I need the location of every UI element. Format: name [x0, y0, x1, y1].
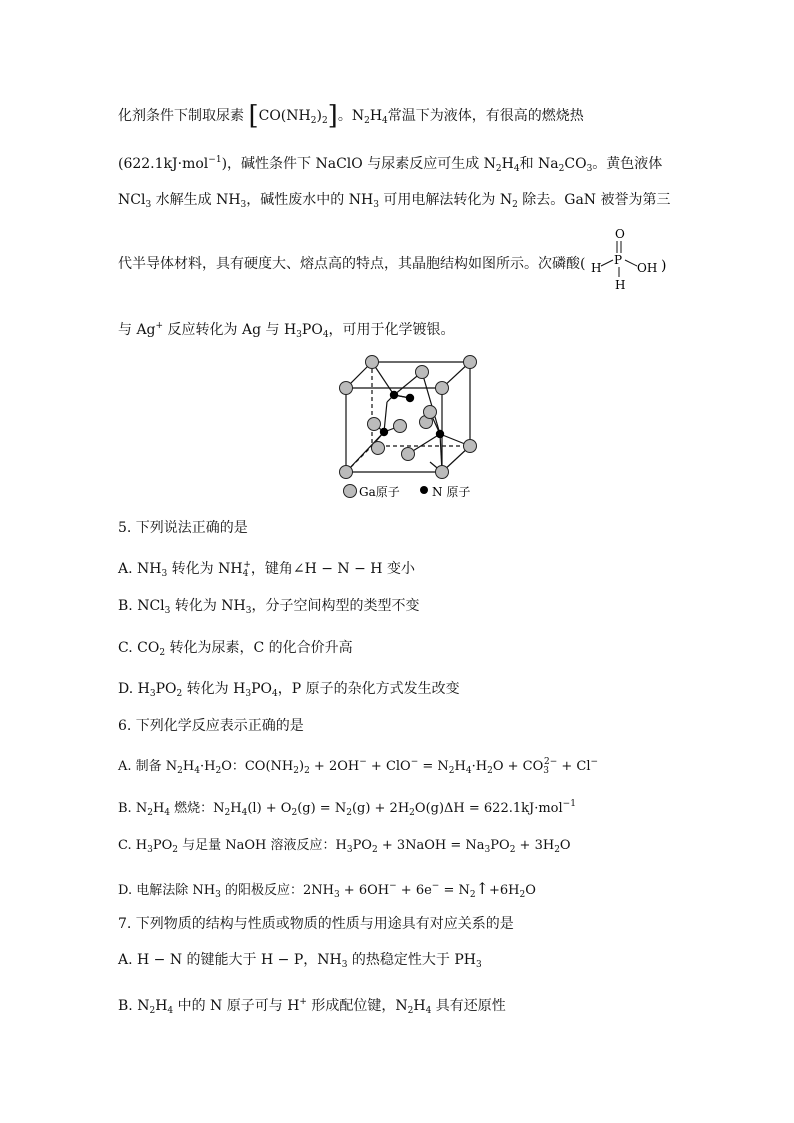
subscript: 3: [296, 330, 302, 340]
subscript: 2: [215, 766, 222, 776]
subscript: 2: [495, 164, 502, 174]
superscript: −1: [208, 155, 222, 165]
text: 代半导体材料，具有硬度大、熔点高的特点，其晶胞结构如图所示。次磷酸(: [118, 256, 586, 272]
subscript: 2: [291, 808, 298, 818]
ga-atom: [464, 440, 477, 453]
text: O: [559, 838, 571, 853]
text: 中的 N 原子可与 H: [173, 998, 300, 1014]
text: PO: [152, 838, 173, 853]
text: PO: [301, 322, 323, 338]
text: + ClO: [366, 759, 411, 774]
subscript: 4: [241, 808, 248, 818]
text: C. CO: [118, 640, 160, 656]
subscript: 3: [145, 200, 152, 210]
subscript: 3: [147, 845, 153, 855]
atom-h-left: H: [591, 261, 602, 275]
text: 的阳极反应：2NH: [220, 883, 334, 898]
subscript: 3: [333, 890, 340, 900]
text: B. NCl: [118, 598, 165, 614]
ga-atom: [394, 420, 407, 433]
intro-line-2: [118, 150, 662, 179]
text: H: [230, 801, 242, 816]
q6-option-d[interactable]: [118, 876, 536, 905]
q7-option-b[interactable]: [118, 992, 506, 1021]
subscript: 4: [322, 330, 329, 340]
text: 除去。GaN 被誉为第三: [517, 192, 671, 208]
ga-atom: [436, 382, 449, 395]
text: + 6e: [396, 883, 432, 898]
q6-option-b[interactable]: [118, 794, 576, 823]
ga-atom: [424, 406, 437, 419]
text: H: [182, 759, 195, 774]
text: + 6OH: [339, 883, 390, 898]
subscript: 3: [164, 606, 171, 616]
text: PO: [490, 838, 510, 853]
text: PO: [251, 681, 272, 697]
subscript: 3: [543, 766, 549, 776]
subscript: 3: [245, 689, 252, 699]
subscript: 3: [240, 200, 247, 210]
text: ·H: [471, 759, 488, 774]
subscript: 2: [177, 766, 183, 776]
superscript: −: [359, 757, 367, 767]
n-atom: [436, 430, 444, 438]
text: +6H: [489, 883, 520, 898]
intro-line-3: [118, 190, 671, 215]
subscript: 2: [159, 648, 166, 658]
paren-close: ): [661, 258, 667, 274]
subscript: 3: [346, 845, 353, 855]
text: + 3H: [515, 838, 555, 853]
text: ，可用于化学镀银。: [328, 322, 455, 338]
subscript: 2: [371, 845, 378, 855]
text: A. NH: [118, 561, 162, 577]
h3po2-structure: [585, 222, 675, 294]
atom-oh: OH: [637, 261, 658, 275]
legend-n-label: N 原子: [432, 485, 471, 499]
q6-option-c[interactable]: [118, 836, 571, 860]
text: 常温下为液体，有很高的燃烧热: [387, 108, 584, 124]
text: + 2OH: [309, 759, 360, 774]
subscript: 4: [194, 766, 200, 776]
subscript: 2: [512, 200, 518, 210]
text: A. 制备 N: [118, 759, 178, 774]
subscript: 2: [346, 808, 352, 818]
text: 转化为 NH: [170, 598, 246, 614]
formula: ): [316, 108, 322, 124]
text: 与足量 NaOH 溶液反应：H: [177, 838, 347, 853]
subscript: 2: [407, 1006, 414, 1016]
subscript: 2: [293, 766, 299, 776]
text: A. H − N 的键能大于 H − P，NH: [118, 952, 342, 968]
subscript: 2: [409, 808, 415, 818]
text: PO: [352, 838, 372, 853]
text: 水解生成 NH: [151, 192, 241, 208]
intro-line-5: [118, 316, 455, 345]
text: (g) = N: [297, 801, 347, 816]
text: 燃烧：N: [170, 801, 225, 816]
text: ，碱性废水中的 NH: [246, 192, 374, 208]
text: B. N: [118, 998, 150, 1014]
subscript: 2: [321, 116, 328, 126]
q5-option-a[interactable]: [118, 555, 415, 584]
q5-option-d[interactable]: [118, 679, 460, 704]
subscript: 4: [164, 808, 171, 818]
subscript: 4: [271, 689, 278, 699]
subscript: 2: [224, 808, 231, 818]
text: 和 Na: [519, 156, 559, 172]
text: 具有还原性: [431, 998, 506, 1014]
q7-stem: 7. 下列物质的结构与性质或物质的性质与用途具有对应关系的是: [118, 916, 514, 932]
ga-atom: [464, 356, 477, 369]
subscript: 2: [554, 845, 560, 855]
ga-atom: [372, 442, 385, 455]
ga-atom: [340, 466, 353, 479]
bracket-open: [: [248, 101, 259, 131]
text: + 3NaOH = Na: [377, 838, 485, 853]
subscript: 2: [509, 845, 516, 855]
intro-line-1: [118, 101, 584, 131]
text: 转化为 H: [182, 681, 246, 697]
text: 化剂条件下制取尿素: [118, 108, 244, 124]
subscript: 3: [149, 689, 156, 699]
text: D. H: [118, 681, 150, 697]
atom-p: P: [614, 253, 623, 267]
text: 转化为 NH: [167, 561, 243, 577]
ga-atom: [366, 356, 379, 369]
text: 转化为尿素，C 的化合价升高: [165, 640, 353, 656]
subscript: 2: [448, 766, 455, 776]
ga-atom: [416, 366, 429, 379]
subscript: 3: [484, 845, 491, 855]
text: O: [525, 883, 536, 898]
subscript: 2: [519, 890, 526, 900]
legend-n-marker: [420, 486, 428, 494]
text: B. N: [118, 801, 148, 816]
subscript: 3: [586, 164, 593, 174]
intro-line-4: [118, 254, 585, 274]
superscript: −: [431, 881, 440, 891]
n-atom: [380, 428, 388, 436]
ga-atom: [368, 418, 381, 431]
text: O：CO(NH: [221, 759, 294, 774]
subscript: 4: [242, 569, 249, 579]
text: )，碱性条件下 NaClO 与尿素反应可生成 N: [221, 156, 496, 172]
q5-option-b[interactable]: [118, 596, 419, 621]
text: ↑: [475, 879, 490, 898]
text: C. H: [118, 838, 148, 853]
subscript: 2: [304, 766, 310, 776]
legend-ga-label: Ga原子: [359, 485, 400, 499]
subscript: 3: [245, 606, 252, 616]
superscript: 2−: [543, 757, 558, 767]
subscript: 2: [172, 845, 178, 855]
superscript: −: [590, 757, 599, 767]
subscript: 2: [176, 689, 183, 699]
bracket-close: ]: [327, 101, 338, 131]
text: H: [369, 108, 383, 124]
gan-crystal-figure: [330, 350, 480, 505]
subscript: 2: [558, 164, 565, 174]
subscript: 2: [469, 890, 476, 900]
text: H: [501, 156, 514, 172]
ga-atom: [340, 382, 353, 395]
superscript: −1: [562, 799, 576, 809]
text: (g) + 2H: [351, 801, 410, 816]
subscript: 3: [215, 890, 221, 900]
q5-option-c[interactable]: [118, 638, 353, 663]
q5-stem: 5. 下列说法正确的是: [118, 520, 248, 536]
ga-atom: [436, 466, 449, 479]
q7-option-a[interactable]: [118, 950, 482, 975]
subscript: 2: [487, 766, 493, 776]
subscript: 2: [147, 808, 153, 818]
subscript: 4: [167, 1006, 174, 1016]
ga-atom: [402, 448, 415, 461]
formula: CO(NH: [258, 108, 311, 124]
text: 形成配位键，N: [306, 998, 408, 1014]
subscript: 2: [310, 116, 317, 126]
text: ): [298, 759, 305, 774]
text: = N: [418, 759, 449, 774]
subscript: 3: [373, 200, 379, 210]
text: ，键角∠H − N − H 变小: [250, 561, 415, 577]
superscript: +: [299, 997, 307, 1007]
subscript: 2: [149, 1006, 156, 1016]
legend-ga-marker: [344, 485, 357, 498]
text: O + CO: [492, 759, 544, 774]
text: CO: [564, 156, 587, 172]
text: 。黄色液体: [592, 156, 663, 172]
superscript: −: [389, 881, 397, 891]
text: 与 Ag: [118, 322, 156, 338]
text: H: [454, 759, 466, 774]
text: H: [413, 998, 426, 1014]
subscript: 3: [476, 960, 482, 970]
subscript: 3: [161, 569, 168, 579]
atom-h-bottom: H: [615, 278, 626, 292]
text: ，P 原子的杂化方式发生改变: [277, 681, 460, 697]
text: 反应转化为 Ag 与 H: [163, 322, 297, 338]
subscript: 4: [465, 766, 472, 776]
text: ，分子空间构型的类型不变: [251, 598, 420, 614]
text: NCl: [118, 192, 146, 208]
q6-option-a[interactable]: [118, 752, 598, 781]
subscript: 4: [382, 116, 388, 126]
n-atom: [390, 391, 398, 399]
superscript: +: [243, 560, 251, 570]
n-atom: [406, 394, 414, 402]
text: ·H: [199, 759, 216, 774]
superscript: +: [155, 321, 164, 331]
text: 的热稳定性大于 PH: [347, 952, 476, 968]
q6-stem: 6. 下列化学反应表示正确的是: [118, 718, 304, 734]
text: (622.1kJ·mol: [118, 156, 209, 172]
text: O(g)ΔH = 622.1kJ·mol: [414, 801, 563, 816]
subscript: 4: [513, 164, 520, 174]
text: = N: [439, 883, 470, 898]
text: H: [152, 801, 165, 816]
subscript: 4: [425, 1006, 432, 1016]
subscript: 2: [364, 116, 370, 126]
text: PO: [155, 681, 177, 697]
text: 。N: [337, 108, 365, 124]
text: (l) + O: [247, 801, 292, 816]
text: + Cl: [557, 759, 591, 774]
superscript: −: [410, 757, 419, 767]
subscript: 3: [341, 960, 348, 970]
text: D. 电解法除 NH: [118, 883, 216, 898]
atom-o: O: [615, 227, 625, 241]
text: H: [155, 998, 168, 1014]
text: 可用电解法转化为 N: [378, 192, 513, 208]
